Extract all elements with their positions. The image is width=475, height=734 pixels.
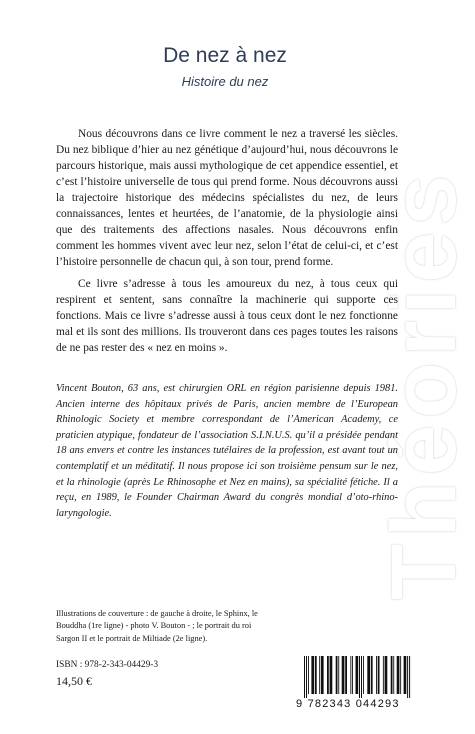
barcode-bar (330, 656, 333, 694)
barcode-bar (383, 656, 384, 694)
barcode-bar (327, 656, 329, 694)
author-bio: Vincent Bouton, 63 ans, est chirurgien ORL en région parisienne depuis 1981. Ancien interne des hôpitaux privés de Paris, ancien membre de l’European Rhinologic Society et membre correspondant de l’American Academy, ce praticien atypique, fondateur de l’association S.I.N.U.S. qu’il a présidée pendant 18 ans envers et contre les instances tutélaires de la profession, est avant tout un contemplatif et un méditatif. Il nous propose ici son troisième pensum sur le nez, et la rhinologie (après Le Rhinosophe et Nez en mains), sa spécialité fétiche. Il a reçu, en 1989, le Founder Chairman Award du congrès mondial d’oto-rhino-laryngologie. (56, 383, 398, 519)
barcode-bar (350, 656, 351, 694)
barcode-bar (391, 656, 393, 694)
barcode-bar (407, 656, 408, 698)
barcode-bar (376, 656, 377, 694)
barcode-digits: 9 782343 044293 (296, 698, 400, 710)
barcode-bar (321, 656, 324, 694)
barcode-bar (409, 656, 410, 698)
barcode-bar (397, 656, 400, 694)
barcode-bar (404, 656, 407, 694)
barcode-bar (304, 656, 305, 698)
barcode-bar (352, 656, 353, 694)
barcode-bar (356, 656, 359, 694)
book-subtitle: Histoire du nez (181, 74, 269, 89)
barcode-bar (311, 656, 314, 694)
barcode-bar (359, 656, 360, 698)
barcode-bar (315, 656, 317, 694)
barcode-bar (338, 656, 339, 694)
barcode-bar (306, 656, 307, 698)
barcode-bar (308, 656, 309, 694)
barcode-bar (393, 656, 394, 694)
book-title: De nez à nez (163, 44, 287, 67)
book-description (56, 126, 398, 362)
barcode-bars (302, 656, 420, 698)
barcode (292, 650, 426, 712)
barcode-bar (345, 656, 347, 694)
book-price: 14,50 € (56, 674, 92, 688)
barcode-bar (363, 656, 364, 694)
barcode-bar (367, 656, 370, 694)
description-paragraph: Ce livre s’adresse à tous les amoureux du nez, à tous ceux qui respirent et sentent, sans connaître la machinerie qui supporte ces fonctions. Mais ce livre s’adresse aussi à tous ceux dont le nez fonctionne mal et ils sont des millions. Ils trouveront dans ces pages toutes les raisons de ne pas rester des « nez en moins ». (56, 278, 398, 354)
barcode-bar (378, 656, 380, 694)
barcode-bar (336, 656, 338, 694)
isbn-number: ISBN : 978-2-343-04429-3 (56, 660, 159, 670)
barcode-bar (342, 656, 345, 694)
description-paragraph: Nous découvrons dans ce livre comment le nez a traversé les siècles. Du nez biblique d’hier au nez génétique d’aujourd’hui, nous découvrons le parcours historique, mais aussi mythologique de cet appendice essentiel, et c’est l’histoire universelle de tous qui prend forme. Nous découvrons aussi la trajectoire historique des médecins spécialistes du nez, de leurs connaissances, lentes et heurtées, de l’anatomie, de la physiologie ainsi que des traitements des affections nasales. Nous découvrons enfin comment les hommes vivent avec leur nez, selon l’état de celui-ci, et c’est l’histoire personnelle de chacun qui, à son tour, prend forme. (56, 128, 398, 268)
barcode-bar (400, 656, 401, 694)
cover-credits: Illustrations de couverture : de gauche à droite, le Sphinx, le Bouddha (1re ligne) - photo V. Bouton - ; le portrait du roi Sargon II et le portrait de Miltiade (2e ligne). (56, 609, 258, 643)
barcode-bar (385, 656, 388, 694)
barcode-bar (361, 656, 362, 698)
barcode-bar (319, 656, 320, 694)
barcode-bar (371, 656, 373, 694)
side-watermark-lettering: Théories (373, 168, 475, 600)
